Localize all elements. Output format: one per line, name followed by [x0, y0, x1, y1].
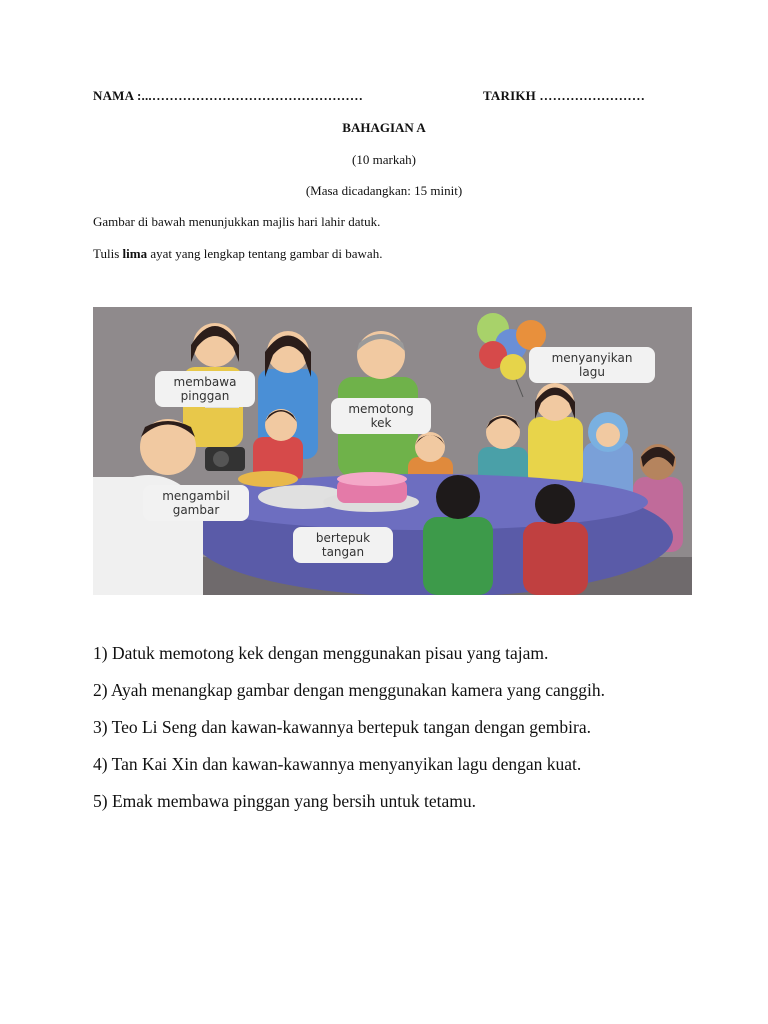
section-title: BAHAGIAN A	[342, 120, 426, 135]
instruction-emphasis: lima	[122, 246, 148, 261]
label-mengambil-gambar	[143, 485, 249, 521]
label-bertepuk-tangan-line2: tangan	[321, 545, 365, 559]
label-membawa-pinggan-line1: membawa	[173, 375, 237, 389]
label-memotong-kek-line1: memotong	[348, 402, 414, 416]
answer-3: 3) Teo Li Seng dan kawan-kawannya bertepuk tangan dengan gembira.	[93, 717, 591, 737]
label-mengambil-gambar-line2: gambar	[172, 503, 220, 517]
instruction-line-1: Gambar di bawah menunjukkan majlis hari lahir datuk.	[93, 214, 381, 229]
label-bertepuk-tangan-line1: bertepuk	[315, 531, 371, 545]
date-field: TARIKH ……………………	[483, 88, 646, 103]
section-marks: (10 markah)	[352, 152, 416, 167]
answer-2: 2) Ayah menangkap gambar dengan menggunakan kamera yang canggih.	[93, 680, 606, 700]
label-membawa-pinggan-line2: pinggan	[180, 389, 230, 403]
label-menyanyikan-lagu-line1: menyanyikan	[551, 351, 633, 365]
label-mengambil-gambar-line1: mengambil	[162, 489, 230, 503]
answer-5: 5) Emak membawa pinggan yang bersih untuk tetamu.	[93, 791, 476, 811]
cake-top	[337, 472, 407, 486]
instruction-line-2	[93, 246, 382, 262]
label-menyanyikan-lagu-line2: lagu	[579, 365, 605, 379]
answer-list	[93, 640, 675, 825]
label-bertepuk-tangan	[293, 527, 393, 563]
section-time: (Masa dicadangkan: 15 minit)	[305, 183, 463, 198]
label-membawa-pinggan	[155, 371, 255, 407]
instruction-text-b: ayat yang lengkap tentang gambar di bawah.	[147, 246, 383, 261]
label-memotong-kek	[331, 398, 431, 434]
instruction-text-a: Tulis	[93, 246, 123, 261]
label-memotong-kek-line2: kek	[370, 416, 392, 430]
food-plate-2	[238, 471, 298, 487]
label-menyanyikan-lagu	[529, 347, 655, 383]
name-field: NAMA :...…………………………………………	[93, 88, 364, 103]
answer-4: 4) Tan Kai Xin dan kawan-kawannya menyanyikan lagu dengan kuat.	[93, 754, 582, 774]
answer-1: 1) Datuk memotong kek dengan menggunakan pisau yang tajam.	[93, 643, 549, 663]
birthday-illustration	[93, 307, 692, 595]
